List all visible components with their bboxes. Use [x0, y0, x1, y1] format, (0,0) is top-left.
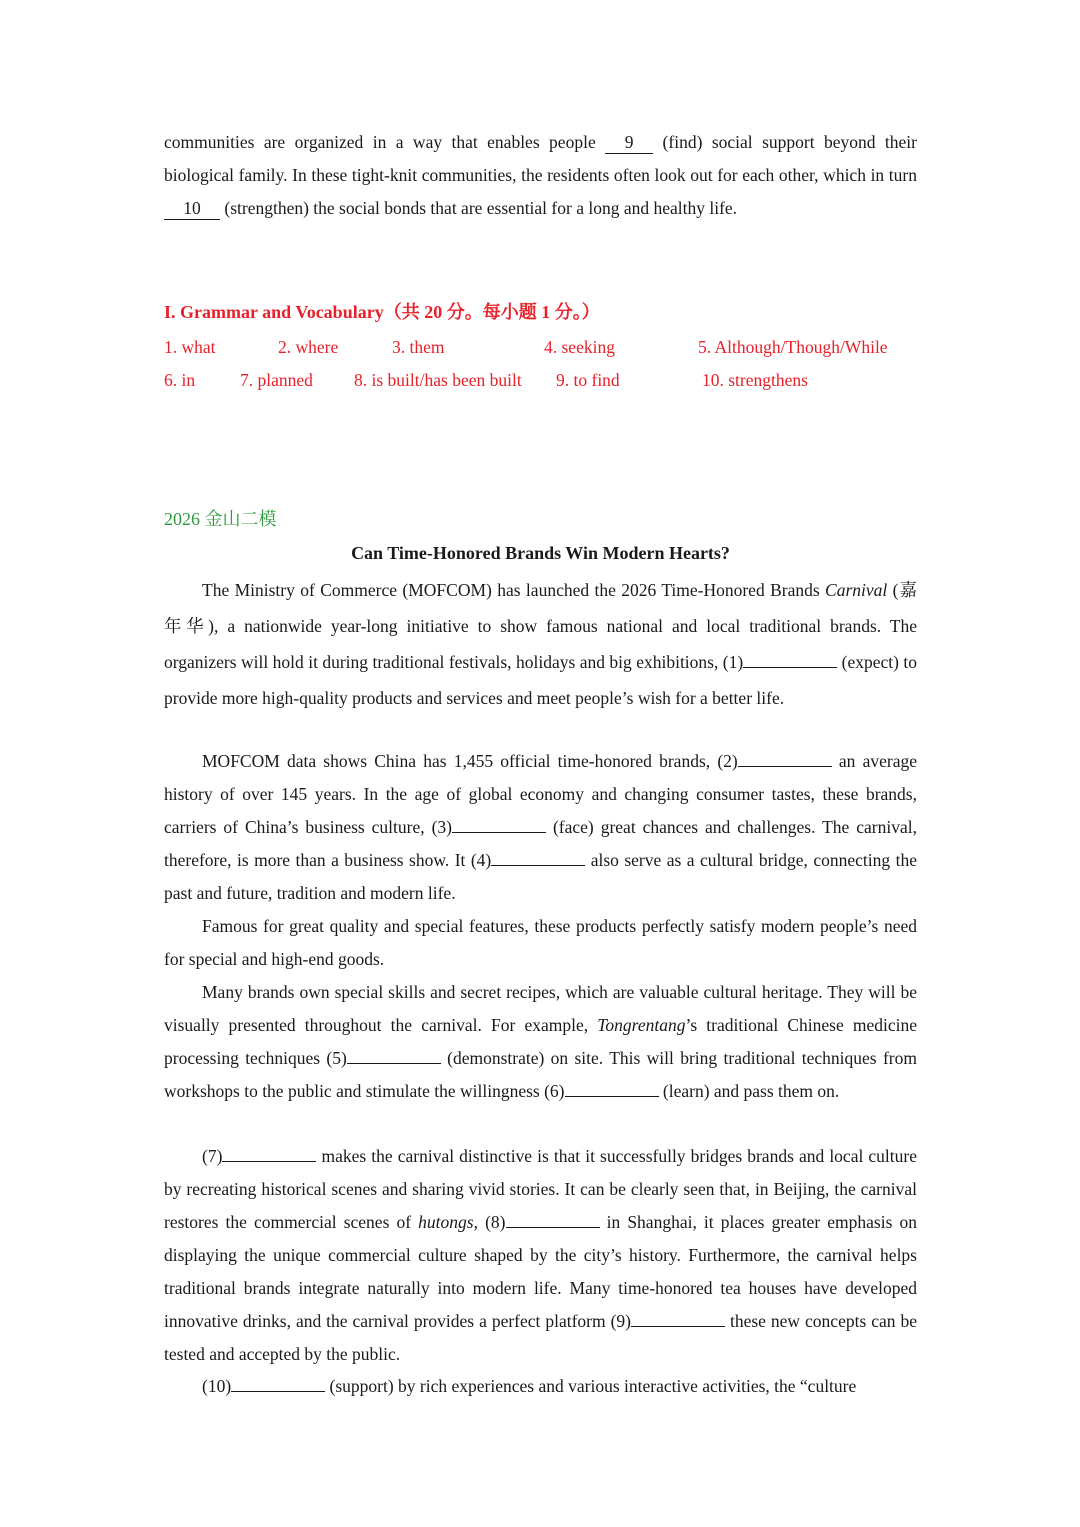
- answer-7: 7. planned: [240, 370, 313, 390]
- answer-6: 6. in: [164, 370, 196, 390]
- blank-4[interactable]: [491, 864, 585, 866]
- answer-1: 1. what: [164, 337, 216, 357]
- passage-title: Can Time-Honored Brands Win Modern Hearts?: [351, 543, 730, 563]
- paragraph-3: Famous for great quality and special features, these products perfectly satisfy modern people’s need for special and high-end goods.: [164, 916, 917, 969]
- top-passage: communities are organized in a way that enables people 9 (find) social support beyond their biological family. In these tight-knit communities, the residents often look out for each other, which in turn 10 (strengthen) the social bonds that are essential for a long and healthy life.: [164, 132, 917, 218]
- answer-2: 2. where: [278, 337, 339, 357]
- blank-10-passage[interactable]: [231, 1390, 325, 1392]
- paragraph-5: (7) makes the carnival distinctive is that it successfully bridges brands and local culture by recreating historical scenes and sharing vivid stories. It can be clearly seen that, in Beijing, the carnival restores the commercial scenes of hutongs, (8) in Shanghai, it places greater emphasis on displaying the unique commercial culture shaped by the city’s history. Furthermore, the carnival helps traditional brands integrate naturally into modern life. Many time-honored tea houses have developed innovative drinks, and the carnival provides a perfect platform (9) these new concepts can be tested and accepted by the public.: [164, 1146, 918, 1364]
- blank-8[interactable]: [506, 1226, 600, 1228]
- answer-3: 3. them: [392, 337, 445, 357]
- blank-7[interactable]: [222, 1160, 316, 1162]
- blank-9[interactable]: 9: [605, 131, 653, 154]
- blank-6[interactable]: [565, 1095, 659, 1097]
- answers-heading: I. Grammar and Vocabulary（共 20 分。每小题 1 分。）: [164, 302, 600, 322]
- paragraph-4: Many brands own special skills and secret recipes, which are valuable cultural heritage. They will be visually presented throughout the carnival. For example, Tongrentang’s traditional Chinese medicine processing techniques (5) (demonstrate) on site. This will bring traditional techniques from workshops to the public and stimulate the willingness (6) (learn) and pass them on.: [164, 982, 917, 1101]
- answer-9: 9. to find: [556, 370, 620, 390]
- blank-9-passage[interactable]: [631, 1325, 725, 1327]
- answer-4: 4. seeking: [544, 337, 615, 357]
- blank-2[interactable]: [738, 765, 832, 767]
- answer-5: 5. Although/Though/While: [698, 337, 888, 357]
- answer-8: 8. is built/has been built: [354, 370, 522, 390]
- blank-10[interactable]: 10: [164, 197, 220, 220]
- exam-source-label: 2026 金山二模: [164, 509, 277, 529]
- answer-10: 10. strengthens: [702, 370, 808, 390]
- paragraph-6: (10) (support) by rich experiences and various interactive activities, the “culture: [202, 1376, 857, 1396]
- blank-3[interactable]: [452, 831, 546, 833]
- paragraph-1: The Ministry of Commerce (MOFCOM) has launched the 2026 Time-Honored Brands Carnival (嘉年华), a nationwide year-long initiative to show famous national and local traditional brands. The organizers will hold it during traditional festivals, holidays and big exhibitions, (1) (expect) to provide more high-quality products and services and meet people’s wish for a better life.: [164, 580, 918, 708]
- blank-1[interactable]: [743, 666, 837, 668]
- blank-5[interactable]: [347, 1062, 441, 1064]
- paragraph-2: MOFCOM data shows China has 1,455 official time-honored brands, (2) an average history of over 145 years. In the age of global economy and changing consumer tastes, these brands, carriers of China’s business culture, (3) (face) great chances and challenges. The carnival, therefore, is more than a business show. It (4) also serve as a cultural bridge, connecting the past and future, tradition and modern life.: [164, 751, 918, 903]
